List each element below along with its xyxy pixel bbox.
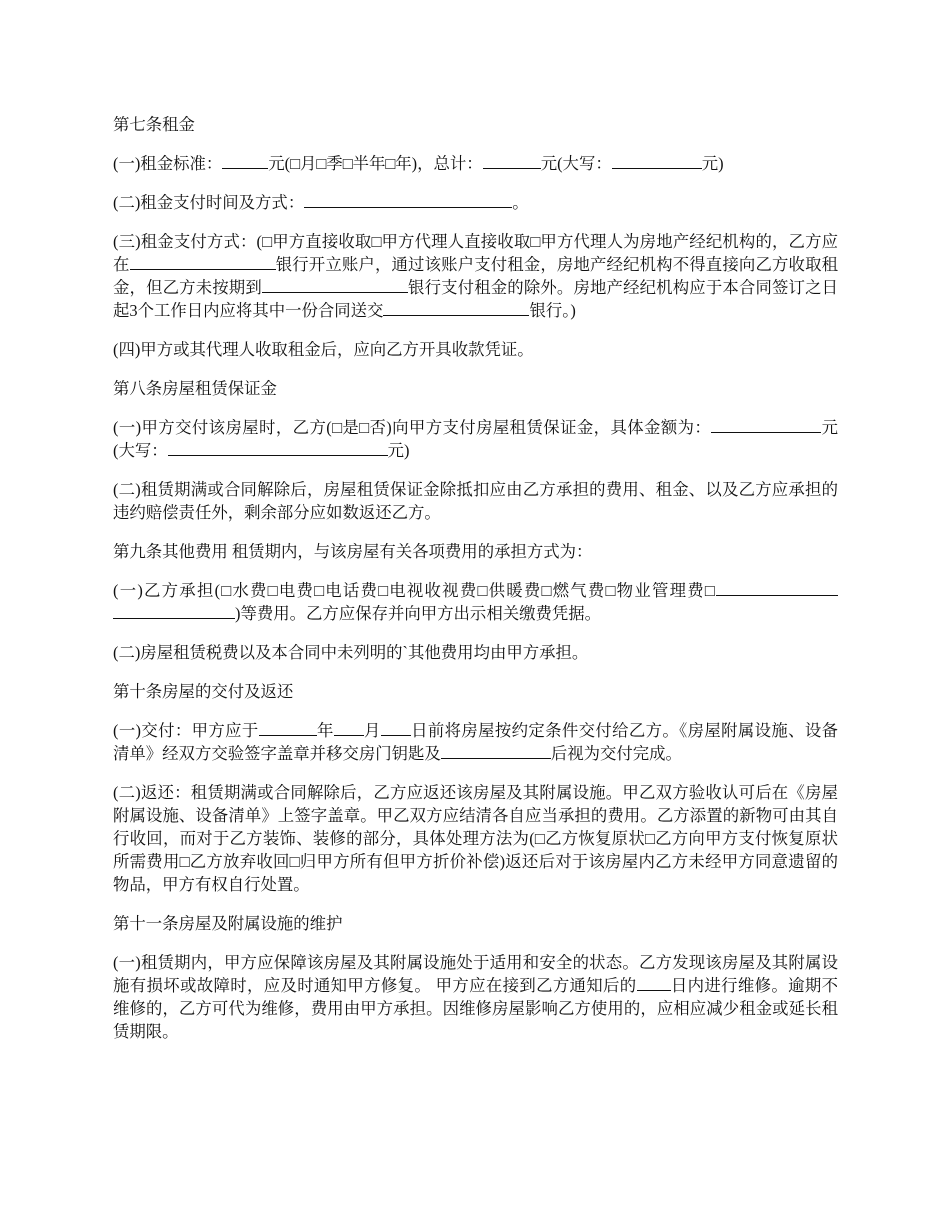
deposit-uppercase-blank[interactable] xyxy=(168,439,388,456)
article-9-landlord-fees: (二)房屋租赁税费以及本合同中未列明的`其他费用均由甲方承担。 xyxy=(113,643,589,662)
repair-days-blank[interactable] xyxy=(637,974,671,991)
delivery-year-blank[interactable] xyxy=(259,719,317,736)
payment-time-method-blank[interactable] xyxy=(304,191,512,208)
article-9-title: 第九条其他费用 租赁期内，与该房屋有关各项费用的承担方式为： xyxy=(113,542,593,561)
article-9-tenant-fees: (一)乙方承担(□水费□电费□电话费□电视收视费□供暖费□燃气费□物业管理费□)等费用。乙方应保存并向甲方出示相关缴费凭据。 xyxy=(113,579,838,625)
article-11-maintenance: (一)租赁期内，甲方应保障该房屋及其附属设施处于适用和安全的状态。乙方发现该房屋及其附属设施有损坏或故障时，应及时通知甲方修复。 甲方应在接到乙方通知后的 日内进行维修。逾期不维修的，乙方可代为维修，费用由甲方承担。因维修房屋影响乙方使用的，应相应减少租金或延长租赁期限。 xyxy=(113,953,838,1041)
delivery-day-blank[interactable] xyxy=(381,719,411,736)
article-7-receipt: (四)甲方或其代理人收取租金后，应向乙方开具收款凭证。 xyxy=(113,340,534,359)
other-fees-blank[interactable] xyxy=(716,579,838,596)
article-10-title: 第十条房屋的交付及返还 xyxy=(113,682,294,701)
article-11-title: 第十一条房屋及附属设施的维护 xyxy=(113,914,343,933)
other-fees-blank-continued[interactable] xyxy=(113,602,235,619)
article-7-rent-standard: (一)租金标准： 元(□月□季□半年□年)，总计： 元(大写： 元) xyxy=(113,154,724,173)
rent-total-blank[interactable] xyxy=(483,152,541,169)
article-8-deposit-return: (二)租赁期满或合同解除后，房屋租赁保证金除抵扣应由乙方承担的费用、租金、以及乙方应承担的违约赔偿责任外，剩余部分应如数返还乙方。 xyxy=(113,480,838,522)
bank-account-blank[interactable] xyxy=(130,253,276,270)
rent-amount-blank[interactable] xyxy=(222,152,268,169)
bank-payment-blank[interactable] xyxy=(262,276,408,293)
article-7-title: 第七条租金 xyxy=(113,115,195,134)
article-7-payment-method: (三)租金支付方式：(□甲方直接收取□甲方代理人直接收取□甲方代理人为房地产经纪机构的，乙方应在 银行开立账户，通过该账户支付租金，房地产经纪机构不得直接向乙方收取租金，但乙方未按期到 银行支付租金的除外。房地产经纪机构应于本合同签订之日起3个工作日内应将其中一份合同送交 银行。) xyxy=(113,232,839,320)
bank-contract-blank[interactable] xyxy=(383,299,529,316)
deposit-amount-blank[interactable] xyxy=(711,416,821,433)
article-10-delivery: (一)交付：甲方应于 年 月 日前将房屋按约定条件交付给乙方。《房屋附属设施、设备清单》经双方交验签字盖章并移交房门钥匙及 后视为交付完成。 xyxy=(113,721,838,763)
article-8-deposit-amount: (一)甲方交付该房屋时，乙方(□是□否)向甲方支付房屋租赁保证金，具体金额为： 元(大写： 元) xyxy=(113,418,838,460)
delivery-month-blank[interactable] xyxy=(334,719,364,736)
article-7-payment-time: (二)租金支付时间及方式： 。 xyxy=(113,193,529,212)
article-8-title: 第八条房屋租赁保证金 xyxy=(113,379,277,398)
article-10-return: (二)返还：租赁期满或合同解除后，乙方应返还该房屋及其附属设施。甲乙双方验收认可后在《房屋附属设施、设备清单》上签字盖章。甲乙双方应结清各自应当承担的费用。乙方添置的新物可由其自行收回，而对于乙方装饰、装修的部分，具体处理方法为(□乙方恢复原状□乙方向甲方支付恢复原状所需费用□乙方放弃收回□归甲方所有但甲方折价补偿)返还后对于该房屋内乙方未经甲方同意遗留的物品，甲方有权自行处置。 xyxy=(113,783,838,894)
delivery-items-blank[interactable] xyxy=(441,742,551,759)
rent-total-uppercase-blank[interactable] xyxy=(612,152,702,169)
